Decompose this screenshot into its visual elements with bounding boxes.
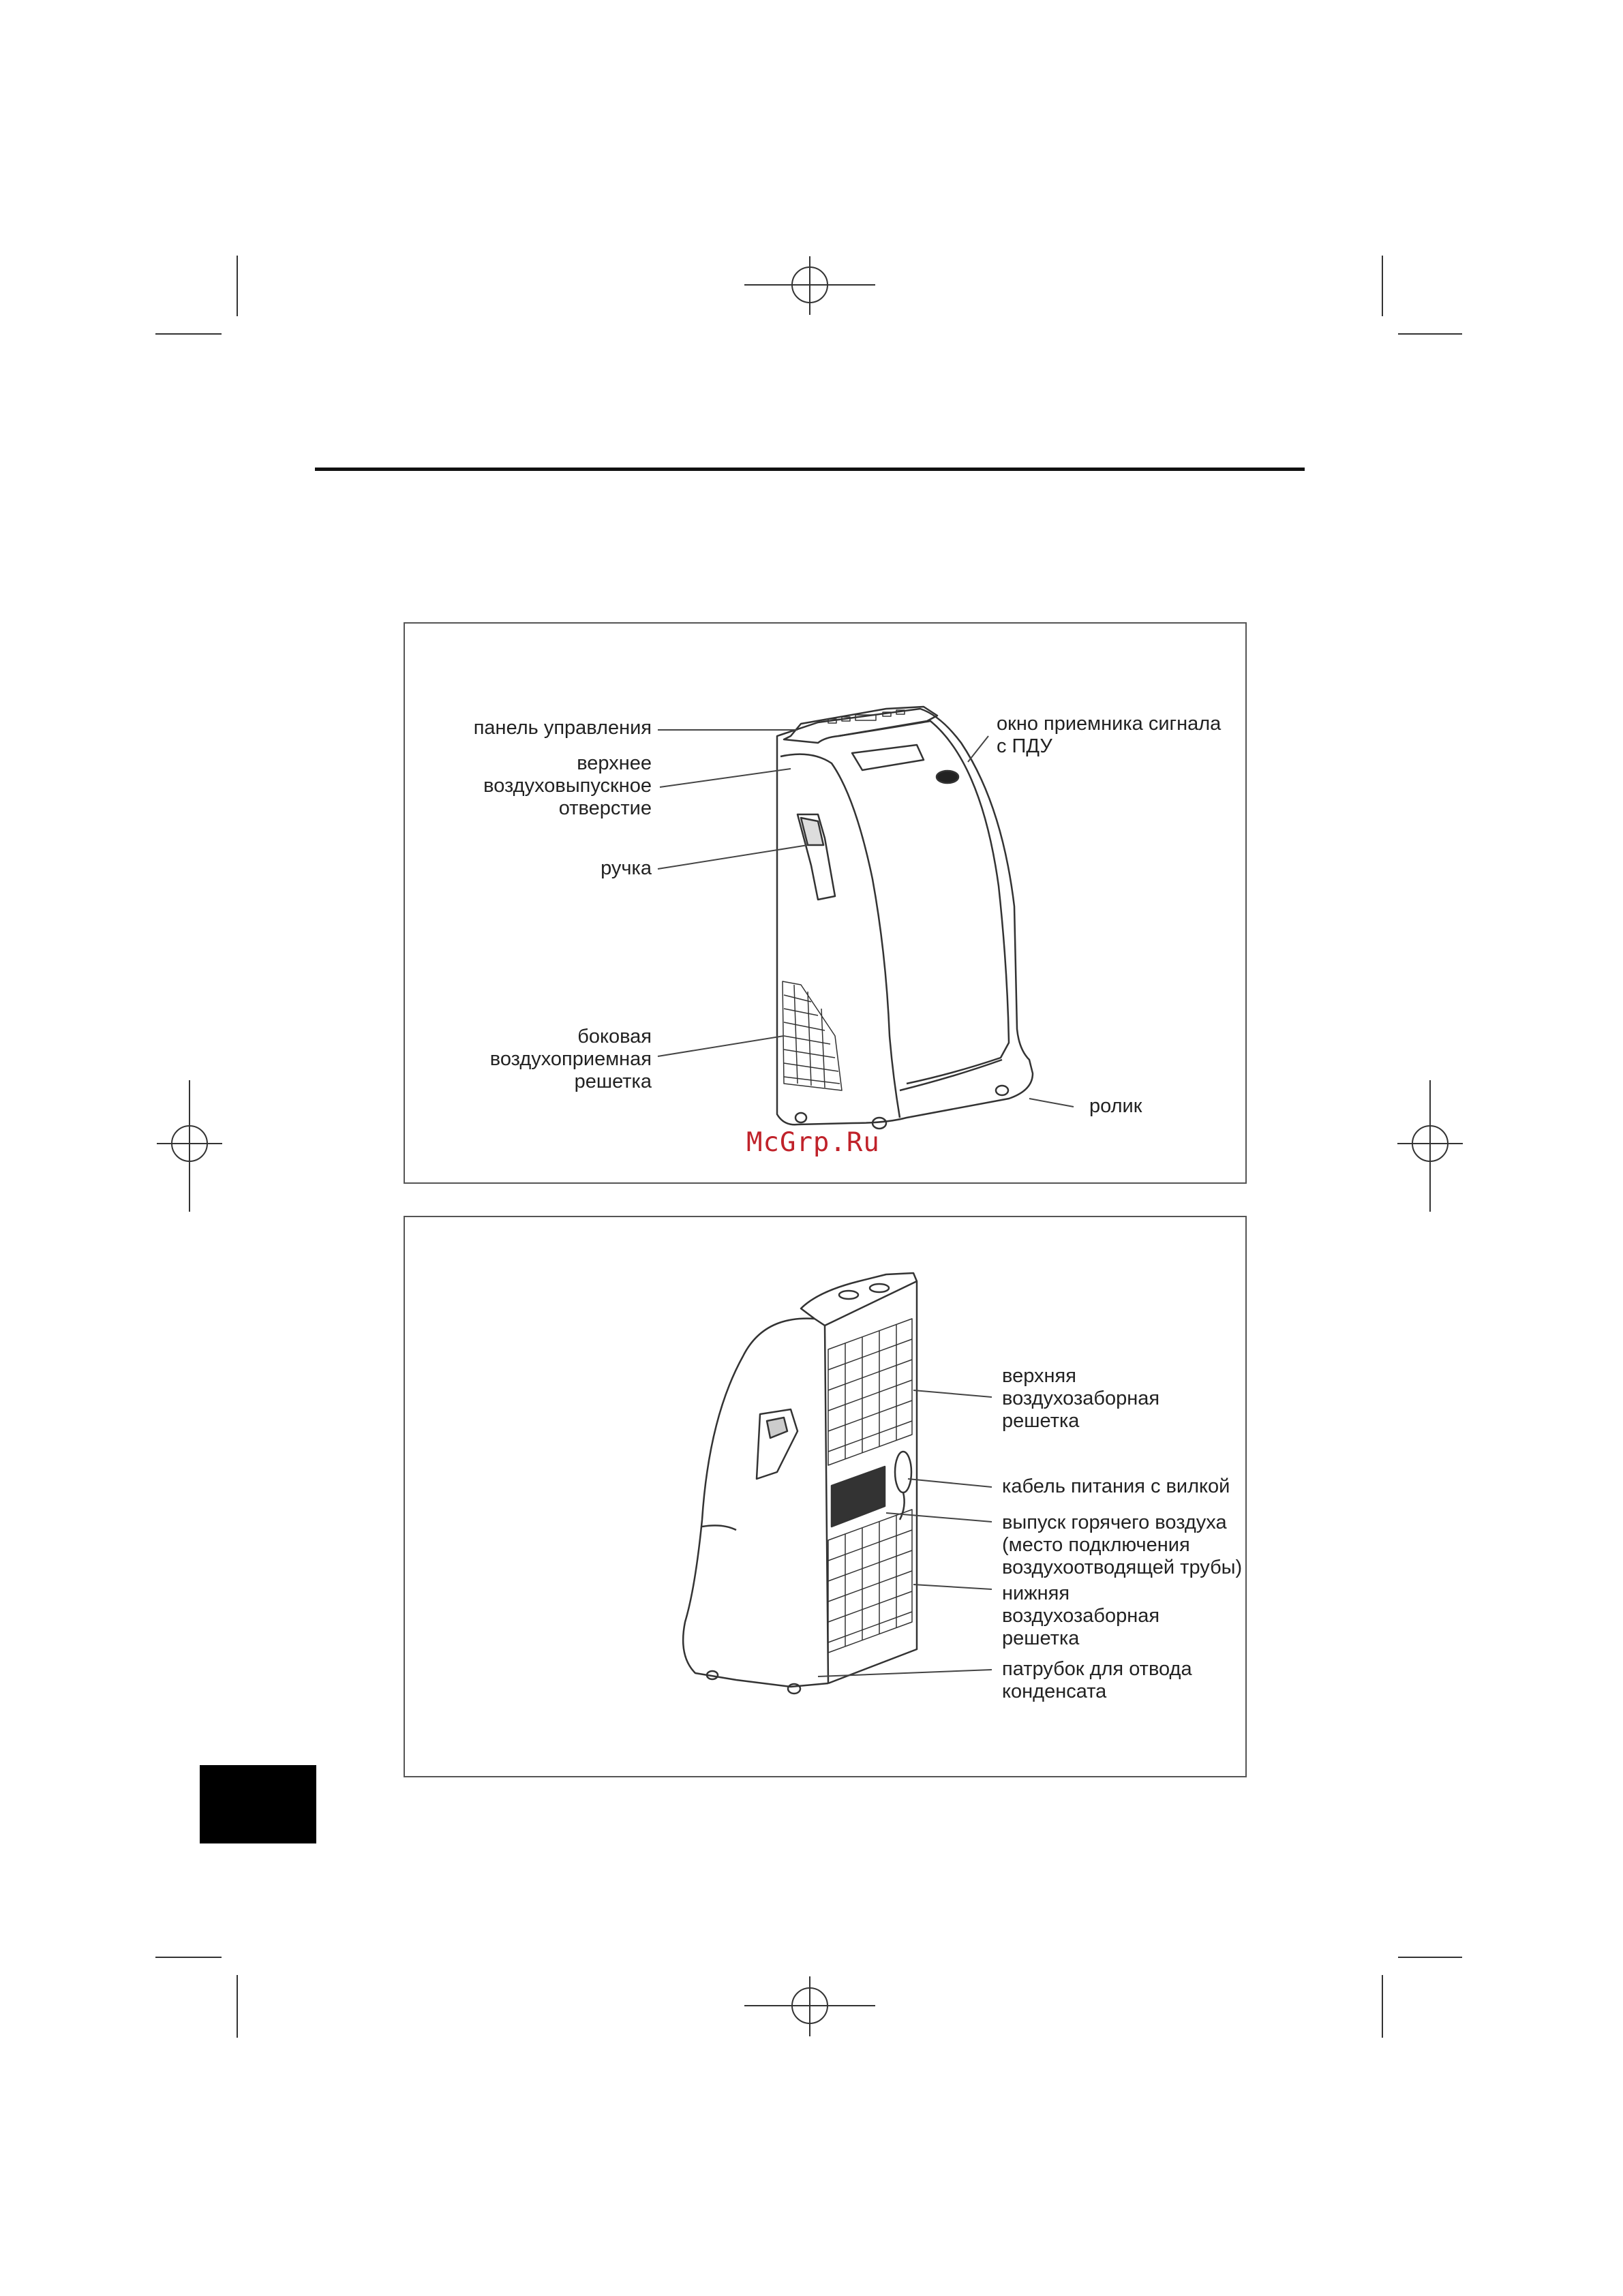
watermark: McGrp.Ru [746,1127,880,1158]
label-handle: ручка [601,857,652,879]
label-caster: ролик [1089,1095,1142,1117]
label-control-panel: панель управления [473,717,652,739]
leader-line [908,1479,992,1487]
label-power-cable: кабель питания с вилкой [1002,1475,1230,1497]
label-condensate-drain: патрубок для отвода конденсата [1002,1658,1192,1702]
leader-line [913,1390,992,1397]
label-top-outlet: верхнее воздуховыпускное отверстие [483,752,652,819]
label-side-grille: боковая воздухоприемная решетка [489,1026,652,1092]
leader-line [913,1585,992,1589]
label-hot-air-outlet: выпуск горячего воздуха (место подключения воздухоотводящей трубы) [1002,1512,1243,1578]
label-lower-grille: нижняя воздухозаборная решетка [1002,1582,1160,1649]
section-tab [200,1765,316,1843]
leader-line [886,1513,992,1522]
leader-line [818,1670,992,1677]
label-ir-receiver: окно приемника сигнала с ПДУ [997,713,1222,757]
label-upper-grille: верхняя воздухозаборная решетка [1002,1365,1160,1432]
